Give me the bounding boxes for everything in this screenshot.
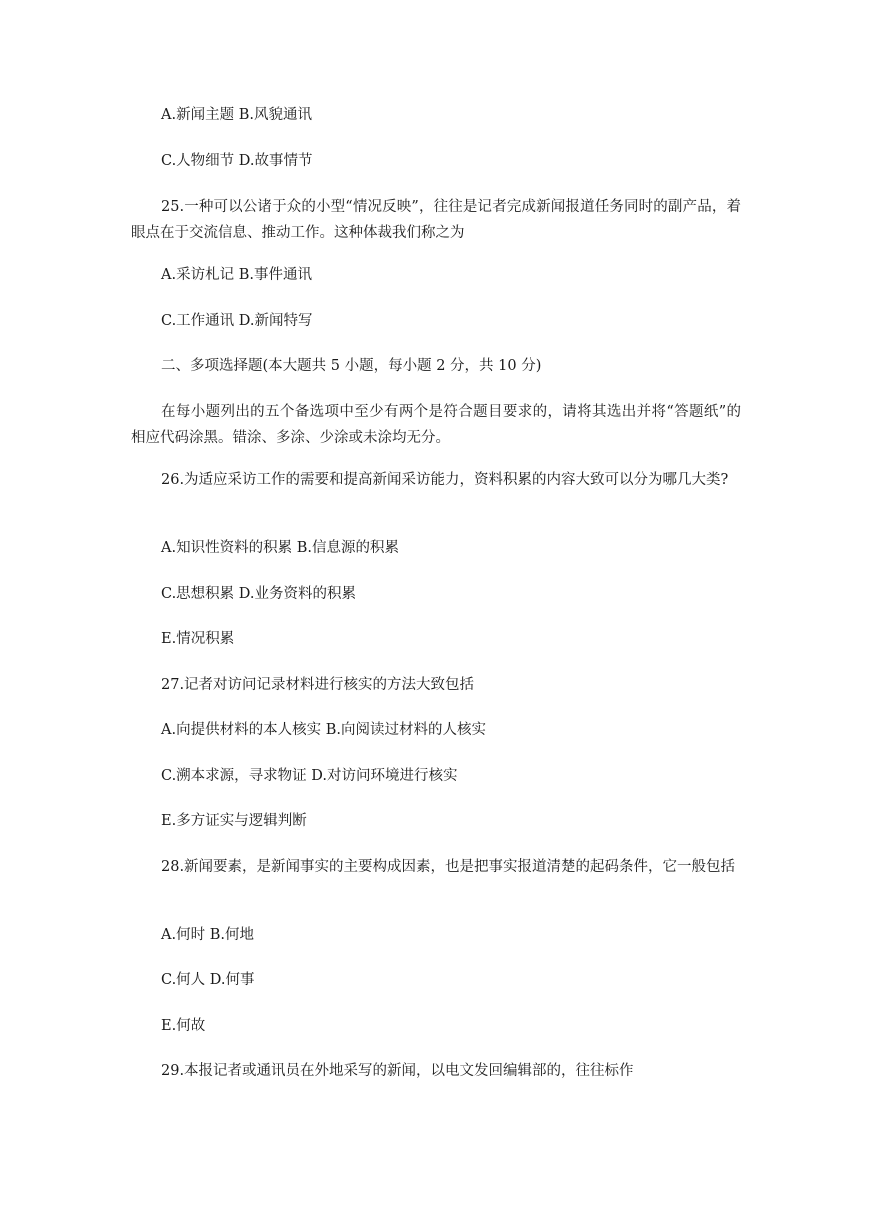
q28-options-ab: A.何时 B.何地 bbox=[161, 927, 254, 943]
q26-stem: 26.为适应采访工作的需要和提高新闻采访能力，资料积累的内容大致可以分为哪几大类? bbox=[161, 472, 729, 488]
q28-stem: 28.新闻要素，是新闻事实的主要构成因素，也是把事实报道清楚的起码条件，它一般包括 bbox=[161, 859, 736, 875]
q27-stem: 27.记者对访问记录材料进行核实的方法大致包括 bbox=[161, 677, 475, 693]
q28-options-cd: C.何人 D.何事 bbox=[161, 972, 255, 988]
q25-options-cd: C.工作通讯 D.新闻特写 bbox=[161, 313, 313, 329]
q26-options-cd: C.思想积累 D.业务资料的积累 bbox=[161, 586, 357, 602]
q25-stem: 25.一种可以公诸于众的小型“情况反映”，往往是记者完成新闻报道任务同时的副产品，着眼点在于交流信息、推动工作。这种体裁我们称之为 bbox=[131, 199, 741, 241]
q29-stem: 29.本报记者或通讯员在外地采写的新闻，以电文发回编辑部的，往往标作 bbox=[161, 1063, 634, 1079]
q24-options-cd: C.人物细节 D.故事情节 bbox=[161, 153, 313, 169]
q27-options-ab: A.向提供材料的本人核实 B.向阅读过材料的人核实 bbox=[161, 722, 486, 738]
q24-options-ab: A.新闻主题 B.风貌通讯 bbox=[161, 107, 312, 123]
q28-option-e: E.何故 bbox=[161, 1018, 206, 1034]
section-instructions: 在每小题列出的五个备选项中至少有两个是符合题目要求的，请将其选出并将“答题纸”的相应代码涂黑。错涂、多涂、少涂或未涂均无分。 bbox=[131, 404, 741, 446]
q25-options-ab: A.采访札记 B.事件通讯 bbox=[161, 267, 312, 283]
q26-option-e: E.情况积累 bbox=[161, 631, 235, 647]
q27-option-e: E.多方证实与逻辑判断 bbox=[161, 813, 307, 829]
q26-options-ab: A.知识性资料的积累 B.信息源的积累 bbox=[161, 540, 399, 556]
q27-options-cd: C.溯本求源，寻求物证 D.对访问环境进行核实 bbox=[161, 768, 458, 784]
section-heading-multiple-choice: 二、多项选择题(本大题共 5 小题，每小题 2 分，共 10 分) bbox=[161, 358, 542, 374]
